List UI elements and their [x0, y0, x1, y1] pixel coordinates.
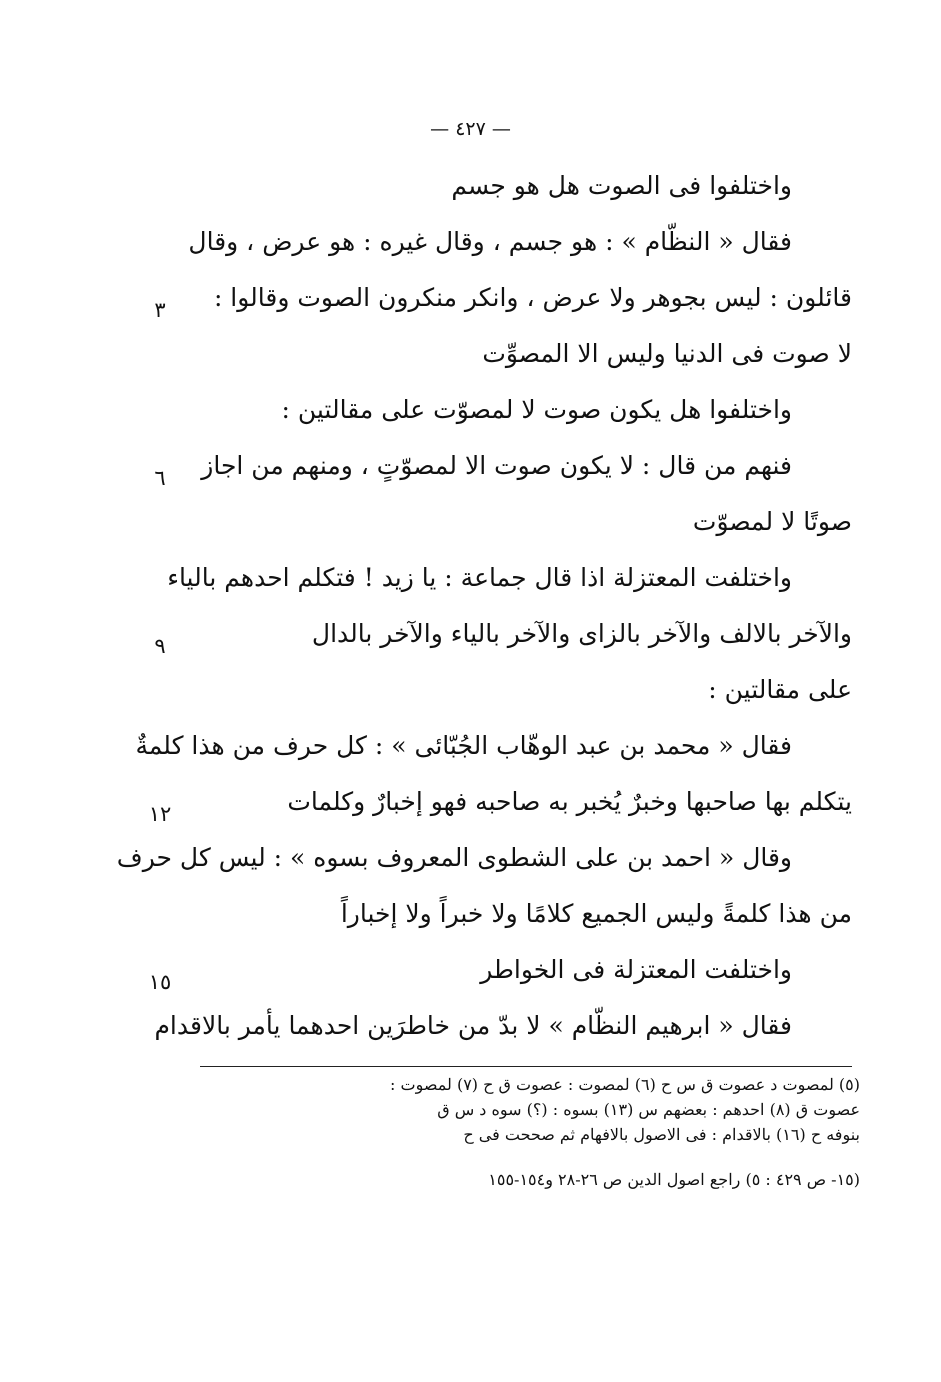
page-number: — ٤٢٧ —: [430, 118, 511, 140]
body-line: صوتًا لا لمصوّت: [692, 507, 852, 536]
footnote-separator: [200, 1066, 852, 1067]
body-line: فنهم من قال : لا يكون صوت الا لمصوّتٍ ، ومنهم من اجاز: [201, 451, 792, 480]
body-line: على مقالتين :: [708, 675, 852, 704]
footnote-line: عصوت ق (٨) احدهم : بعضهم س (١٣) بسوه : (؟) سوه د س ق: [437, 1100, 860, 1119]
line-number-marker: ٣: [154, 298, 166, 322]
body-line: واختلفت المعتزلة اذا قال جماعة : يا زيد ! فتكلم احدهم بالياء: [167, 563, 792, 592]
body-line: من هذا كلمةً وليس الجميع كلامًا ولا خبراً ولا إخباراً: [340, 899, 852, 928]
footnotes: [200, 1072, 860, 1147]
body-line: واختلفوا هل يكون صوت لا لمصوّت على مقالتين :: [281, 395, 792, 424]
footnote-line: (٥) لمصوت د عصوت ق س ح (٦) لمصوت : عصوت ق ح (٧) لمصوت :: [390, 1075, 860, 1094]
line-number-marker: ٦: [154, 466, 166, 490]
footnote-line: بنوفه ح (١٦) بالاقدام : فى الاصول بالافهام ثم صححت فى ح: [463, 1125, 860, 1144]
line-number-marker: ٩: [154, 634, 166, 658]
body-line: واختلفوا فى الصوت هل هو جسم: [451, 171, 792, 200]
body-line: لا صوت فى الدنيا وليس الا المصوِّت: [482, 339, 852, 368]
body-line: يتكلم بها صاحبها وخبرٌ يُخبر به صاحبه فهو إخبارٌ وكلمات: [287, 787, 852, 816]
body-line: قائلون : ليس بجوهر ولا عرض ، وانكر منكرون الصوت وقالوا :: [213, 283, 852, 312]
reference-note: (١٥- ص ٤٢٩ : ٥) راجع اصول الدين ص ٢٦-٢٨ و١٥٤-١٥٥: [488, 1170, 860, 1189]
body-line: فقال « محمد بن عبد الوهّاب الجُبّائى » : كل حرف من هذا كلمةٌ: [135, 731, 792, 760]
body-line: فقال « النظّام » : هو جسم ، وقال غيره : هو عرض ، وقال: [188, 227, 792, 256]
body-line: فقال « ابرهيم النظّام » لا بدّ من خاطرَين احدهما يأمر بالاقدام: [154, 1011, 792, 1040]
line-number-marker: ١٥: [148, 970, 172, 994]
line-number-marker: ١٢: [148, 802, 172, 826]
body-line: وقال « احمد بن على الشطوى المعروف بسوه » : ليس كل حرف: [116, 843, 792, 872]
body-line: واختلفت المعتزلة فى الخواطر: [480, 955, 792, 984]
body-line: والآخر بالالف والآخر بالزاى والآخر بالياء والآخر بالدال: [311, 619, 852, 648]
